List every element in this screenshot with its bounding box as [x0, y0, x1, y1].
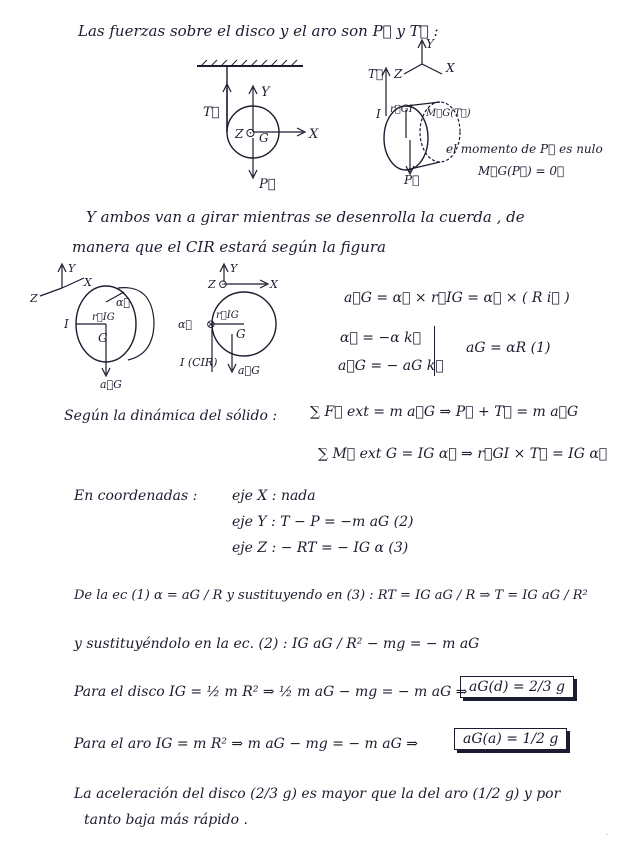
- fig2-label-T: T⃗: [368, 67, 384, 81]
- fig1-label-X: X: [309, 127, 319, 142]
- eq-sum-forces: ∑ F⃗ ext = m a⃗G ⇒ P⃗ + T⃗ = m a⃗G: [310, 404, 579, 420]
- derivation-line-1: De la ec (1) α = aG / R y sustituyendo en (3) : RT = IG aG / R ⇒ T = IG aG / R²: [74, 588, 588, 603]
- eq-alpha-vector: α⃗ = −α k⃗: [340, 330, 422, 346]
- eq-brace: [434, 326, 435, 376]
- fig1-label-Z: Z: [235, 127, 244, 141]
- eq-acceleration-cross: a⃗G = α⃗ × r⃗IG = α⃗ × ( R i⃗ ): [344, 290, 570, 306]
- fig3-label-Z: Z: [30, 292, 38, 305]
- fig2-label-rGI: r⃗GI: [390, 104, 413, 115]
- fig3-label-G: G: [98, 331, 108, 345]
- paragraph-line-1: Y ambos van a girar mientras se desenrolla la cuerda , de: [86, 208, 525, 226]
- figure-hoop-3d: [360, 36, 480, 186]
- fig4-label-Y: Y: [230, 262, 238, 275]
- dynamics-label: Según la dinámica del sólido :: [64, 408, 278, 424]
- fig4-label-alpha: α⃗: [178, 318, 193, 331]
- conclusion-line-1: La aceleración del disco (2/3 g) es mayor que la del aro (1/2 g) y por: [74, 786, 561, 802]
- eq-axis-z: eje Z : − RT = − IG α (3): [232, 540, 409, 556]
- paragraph-line-2: manera que el CIR estará según la figura: [72, 238, 386, 256]
- fig4-origin: ⊙: [218, 277, 229, 291]
- fig1-label-T: T⃗: [203, 105, 220, 120]
- figure-cylinder-cir: [30, 262, 170, 392]
- fig4-label-cir: I (CIR): [180, 356, 218, 369]
- disk-line: Para el disco IG = ½ m R² ⇒ ½ m aG − mg = − m aG ⇒: [74, 684, 468, 700]
- fig2-label-Y: Y: [426, 37, 434, 51]
- fig3-label-X: X: [84, 276, 92, 289]
- fig4-label-aG: a⃗G: [238, 364, 260, 377]
- figure-disk-ceiling: [185, 58, 345, 198]
- fig1-label-G: G: [259, 131, 269, 145]
- fig3-label-aG: a⃗G: [100, 378, 122, 391]
- eq-sum-moments: ∑ M⃗ ext G = IG α⃗ ⇒ r⃗GI × T⃗ = IG α⃗: [318, 446, 608, 462]
- page-mark: ·: [606, 832, 608, 839]
- fig4-label-X: X: [270, 278, 278, 291]
- fig1-label-Y: Y: [261, 85, 270, 100]
- result-disk-box: aG(d) = 2/3 g: [460, 676, 574, 698]
- fig2-label-X: X: [446, 61, 455, 75]
- hoop-line: Para el aro IG = m R² ⇒ m aG − mg = − m aG ⇒: [74, 736, 418, 752]
- fig3-label-I: I: [64, 317, 69, 331]
- coordinates-label: En coordenadas :: [74, 488, 198, 504]
- fig3-label-Y: Y: [68, 262, 76, 275]
- fig4-label-Z: Z: [208, 278, 216, 291]
- conclusion-line-2: tanto baja más rápido .: [84, 812, 248, 828]
- fig3-label-alpha: α⃗: [116, 296, 131, 309]
- eq-aG-vector: a⃗G = − aG k⃗: [338, 358, 444, 374]
- intro-text: Las fuerzas sobre el disco y el aro son P⃗ y T⃗ :: [78, 22, 439, 40]
- result-hoop-box: aG(a) = 1/2 g: [454, 728, 567, 750]
- note-moment-eq: M⃗G(P⃗) = 0⃗: [478, 164, 565, 178]
- eq-axis-x: eje X : nada: [232, 488, 316, 504]
- fig2-label-Z: Z: [394, 67, 403, 81]
- fig4-label-G: G: [236, 327, 246, 341]
- note-moment-p-null: el momento de P⃗ es nulo: [446, 142, 603, 156]
- fig1-origin: ⊙: [245, 126, 256, 141]
- fig4-otimes: ⊗: [206, 317, 217, 331]
- fig2-label-MG: M⃗G(T⃗): [426, 108, 471, 119]
- fig2-label-I: I: [376, 107, 381, 121]
- fig2-label-P: P⃗: [404, 173, 420, 186]
- derivation-line-2: y sustituyéndolo en la ec. (2) : IG aG / R² − mg = − m aG: [74, 636, 480, 652]
- eq-axis-y: eje Y : T − P = −m aG (2): [232, 514, 414, 530]
- fig4-label-rIG: r⃗IG: [216, 310, 239, 321]
- figure-disk-cir: [172, 262, 292, 382]
- eq-aG-alphaR: aG = αR (1): [466, 340, 551, 356]
- fig1-label-P: P⃗: [259, 177, 276, 192]
- fig3-label-rIG: r⃗IG: [92, 312, 115, 323]
